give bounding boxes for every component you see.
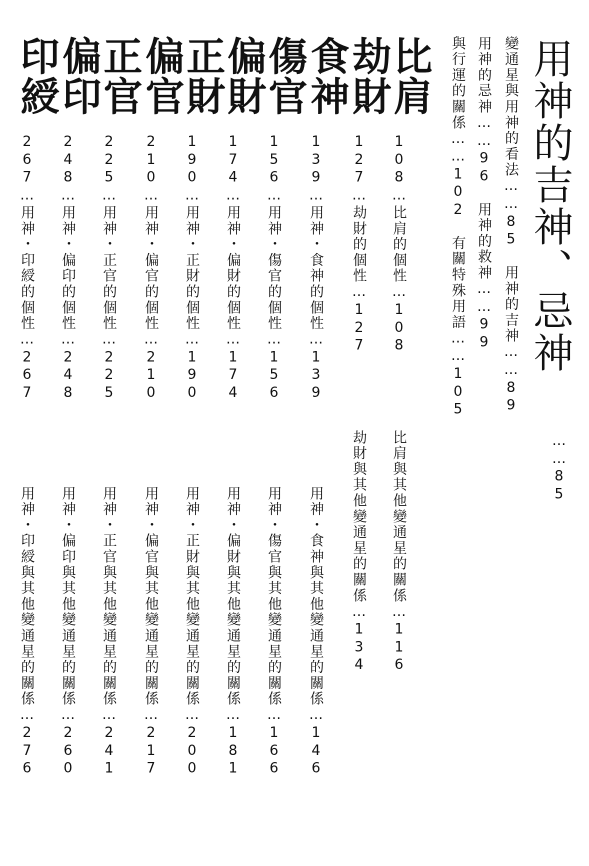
star-entry-shishen-personality: 139…用神・食神的個性…139 xyxy=(308,134,324,403)
star-heading-piancai: 偏財 xyxy=(221,36,266,116)
star-heading-bijian: 比肩 xyxy=(387,36,432,116)
star-entry-zhengguan-relations: 用神・正官與其他變通星的關係…241 xyxy=(101,486,117,779)
star-entry-bijian-personality: 108…比肩的個性…108 xyxy=(391,134,407,356)
star-heading-pianyin: 偏印 xyxy=(56,36,101,116)
star-entry-zhengcai-personality: 190…用神・正財的個性…190 xyxy=(184,134,200,403)
star-entry-zhengcai-relations: 用神・正財與其他變通星的關係…200 xyxy=(184,486,200,779)
star-entry-zhengguan-personality: 225…用神・正官的個性…225 xyxy=(101,134,117,403)
star-entry-yinshou-personality: 267…用神・印綬的個性…267 xyxy=(19,134,35,403)
star-entry-piancai-relations: 用神・偏財與其他變通星的關係…181 xyxy=(225,486,241,779)
toc-line-2: 用神的忌神……96 用神的救神……99 xyxy=(476,36,492,353)
star-entry-piancai-personality: 174…用神・偏財的個性…174 xyxy=(225,134,241,403)
star-entry-shangguan-personality: 156…用神・傷官的個性…156 xyxy=(266,134,282,403)
chapter-title: 用神的吉神、忌神 xyxy=(527,38,573,374)
star-heading-jiecai: 劫財 xyxy=(346,36,391,116)
star-entry-pianyin-relations: 用神・偏印與其他變通星的關係…260 xyxy=(60,486,76,779)
star-heading-zhengguan: 正官 xyxy=(97,36,142,116)
star-entry-pianguan-relations: 用神・偏官與其他變通星的關係…217 xyxy=(143,486,159,779)
star-entry-bijian-relations: 比肩與其他變通星的關係…116 xyxy=(391,430,407,675)
star-entry-shangguan-relations: 用神・傷官與其他變通星的關係…166 xyxy=(266,486,282,779)
star-entry-yinshou-relations: 用神・印綬與其他變通星的關係…276 xyxy=(19,486,35,779)
star-entry-jiecai-personality: 127…劫財的個性…127 xyxy=(351,134,367,356)
star-entry-jiecai-relations: 劫財與其他變通星的關係…134 xyxy=(351,430,367,675)
star-heading-shangguan: 傷官 xyxy=(262,36,307,116)
toc-line-3: 與行運的關係……102 有關特殊用語……105 xyxy=(450,36,466,420)
star-entry-pianyin-personality: 248…用神・偏印的個性…248 xyxy=(60,134,76,403)
star-entry-shishen-relations: 用神・食神與其他變通星的關係…146 xyxy=(308,486,324,779)
star-heading-zhengcai: 正財 xyxy=(180,36,225,116)
chapter-title-page: ……85 xyxy=(551,433,567,505)
star-heading-yinshou: 印綬 xyxy=(14,36,59,116)
star-heading-shishen: 食神 xyxy=(304,36,349,116)
star-heading-pianguan: 偏官 xyxy=(139,36,184,116)
toc-line-1: 變通星與用神的看法……85 用神的吉神……89 xyxy=(503,36,519,416)
star-entry-pianguan-personality: 210…用神・偏官的個性…210 xyxy=(143,134,159,403)
